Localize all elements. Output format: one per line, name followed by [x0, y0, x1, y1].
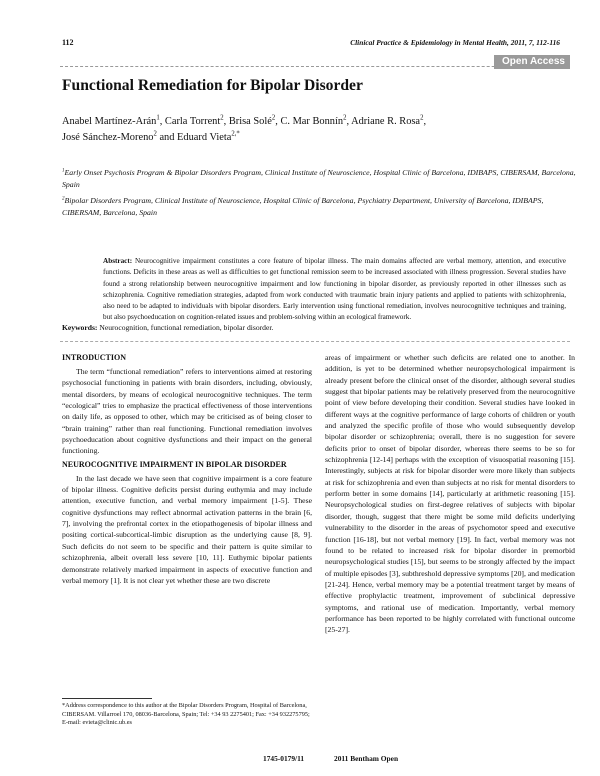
- affiliation-text: Bipolar Disorders Program, Clinical Institute of Neuroscience, Hospital Clinic of Barcelona, Psychiatry Department, University of Barcelona, IDIBAPS, CIBERSAM, Barcelona, Spain: [62, 196, 544, 218]
- author-name: Brisa Solé: [228, 116, 272, 127]
- author-separator: ,: [346, 116, 352, 127]
- journal-citation: Clinical Practice & Epidemiology in Mental Health, 2011, 7, 112-116: [350, 38, 560, 47]
- footnote-divider: [62, 698, 152, 699]
- author-affiliation-mark: 2: [420, 114, 424, 122]
- abstract-text: Neurocognitive impairment constitutes a core feature of bipolar illness. The main domains affected are verbal memory, attention, and executive functions. Deficits in these areas as well as difficulties to get functional remission seem to be increased associated with illness progression. Several studies have found a strong relationship between neurocognitive impairment and low functioning in bipolar disorder, as previously reported in other illnesses such as schizophrenia. Cognitive remediation strategies, adapted from work conducted with traumatic brain injury patients and applied to patients with schizophrenia, also need to be adapted to individuals with bipolar disorders. Early intervention using functional remediation, involves neurocognitive techniques and training, but also psychoeducation on cognition-related issues and problem-solving within an ecological framework.: [103, 257, 566, 322]
- author-separator: ,: [159, 116, 165, 127]
- abstract-label: Abstract:: [103, 257, 133, 265]
- affiliation-text: Early Onset Psychosis Program & Bipolar Disorders Program, Clinical Institute of Neuroscience, Hospital Clinic of Barcelona, IDIBAPS, CIBERSAM, Barcelona, Spain: [62, 168, 576, 190]
- section-heading-introduction: INTRODUCTION: [62, 353, 127, 362]
- right-column: [325, 352, 575, 638]
- author-name: C. Mar Bonnín: [280, 116, 344, 127]
- author-separator: and: [156, 132, 178, 143]
- paragraph: The term “functional remediation” refers to interventions aimed at restoring psychosocial functioning in patients with brain disorders, including, obviously, mental disorders, by means of ecological neurocognitive techniques. The term “ecological” tries to emphasize the practical effectiveness of those interventions on daily life, as opposed to other, which may be criticised as of being closer to “brain training” rather than real functioning. Functional remediation involves psychoeducation about cognitive dysfunctions and their impact on the general functioning.: [62, 367, 312, 456]
- open-access-badge: Open Access: [494, 55, 570, 69]
- affiliation: [62, 167, 577, 192]
- affiliation-number: 2: [62, 195, 65, 202]
- author-name: Eduard Vieta: [177, 132, 232, 143]
- author-name: Anabel Martínez-Arán: [62, 116, 157, 127]
- keywords: [62, 323, 572, 332]
- author-affiliation-mark: 2: [153, 130, 157, 138]
- abstract: [103, 256, 566, 324]
- keywords-label: Keywords:: [62, 323, 98, 332]
- author-separator: ,: [223, 116, 229, 127]
- author-affiliation-mark: 2: [271, 114, 276, 122]
- paragraph: areas of impairment or whether such deficits are related one to another. In addition, is yet to be determined whether neuropsychological impairment is already present before the clinical onset of the disorder, although several studies suggest that bipolar patients may be relatively preserved from the neurocognitive point of view before developing their condition. Several studies have looked in different ways at the cognitive performance of large cohorts of children or youth and analyzed the specific profile of those who would subsequently develop bipolar disorder or schizophrenia; overall, there is no suggestion for severe deficits prior to onset of bipolar disorder, whereas there seems to be so for schizophrenia [12-14] perhaps with the exception of visuospatial reasoning [15]. Interestingly, subjects at risk for bipolar disorder were more likely than subjects at risk for schizophrenia and even than subjects at no risk for mental disorders to perform better in some domains [14], particularly at arithmetic reasoning [15]. Neuropsychological studies on first-degree relatives of subjects with bipolar disorder, though, suggest that there might be some mild deficits underlying vulnerability to the disorder in the areas of psychomotor speed and executive function [16-18], but not verbal memory [19]. In fact, verbal memory was not found to be related to increased risk for bipolar disorder in premorbid neuropsychological studies [15], but seems to be strongly affected by the impact of multiple episodes [3], subthreshold depressive symptoms [20], and medication [21-24]. Hence, verbal memory may be a potential treatment target by means of effective prophylactic treatment, improvement of subclinical depressive symptoms, and rational use of medication. Importantly, verbal memory performance has been reported to be highly correlated with functional outcome [25-27].: [325, 353, 576, 635]
- author-affiliation-mark: 2: [343, 114, 347, 122]
- author-separator: ,: [423, 116, 427, 127]
- author-list: [62, 114, 582, 146]
- footer-publisher: 2011 Bentham Open: [334, 754, 399, 763]
- footer-issn: 1745-0179/11: [263, 754, 305, 763]
- paragraph: In the last decade we have seen that cognitive impairment is a core feature of bipolar illness. Cognitive deficits persist during euthymia and may include attention, executive function, and verbal memory impairment [1-5]. These cognitive dysfunctions may reflect abnormal activation patterns in the brain [6, 7], involving the prefrontal cortex in the etiopathogenesis of bipolar illness and positing cortical-subcortical-limbic disruption as the underlying cause [8, 9]. Such deficits do not seem to be specific and their pattern is quite similar to schizophrenia, albeit overall less severe [10, 11]. Euthymic bipolar patients demonstrate relatively marked impairment in aspects of executive function and verbal memory [1]. It is not clear yet whether these are two discrete: [62, 473, 312, 585]
- author-name: José Sánchez-Moreno: [62, 132, 154, 143]
- page-number: 112: [62, 38, 74, 47]
- section-divider: [60, 341, 570, 342]
- author-separator: ,: [275, 116, 281, 127]
- author-affiliation-mark: 2: [220, 114, 224, 122]
- affiliation-number: 1: [62, 167, 65, 174]
- article-title: Functional Remediation for Bipolar Disorder: [62, 77, 363, 94]
- section-heading-neurocognitive: NEUROCOGNITIVE IMPAIRMENT IN BIPOLAR DISORDER: [62, 459, 287, 469]
- affiliation: [62, 195, 577, 220]
- keywords-text: Neurocognition, functional remediation, bipolar disorder.: [99, 323, 274, 332]
- author-affiliation-mark: 1: [156, 114, 160, 122]
- author-name: Carla Torrent: [164, 116, 221, 127]
- author-affiliation-mark: 2,*: [231, 130, 240, 138]
- correspondence-footnote: *Address correspondence to this author at the Bipolar Disorders Program, Hospital of Barcelona, CIBERSAM. Villarroel 170, 08036-Barcelona, Spain; Tel: +34 93 2275401; Fax: +34 932275795; E-mail: evieta@clinic.ub.es: [62, 702, 310, 726]
- author-name: Adriane R. Rosa: [351, 116, 421, 127]
- left-column: [62, 352, 312, 588]
